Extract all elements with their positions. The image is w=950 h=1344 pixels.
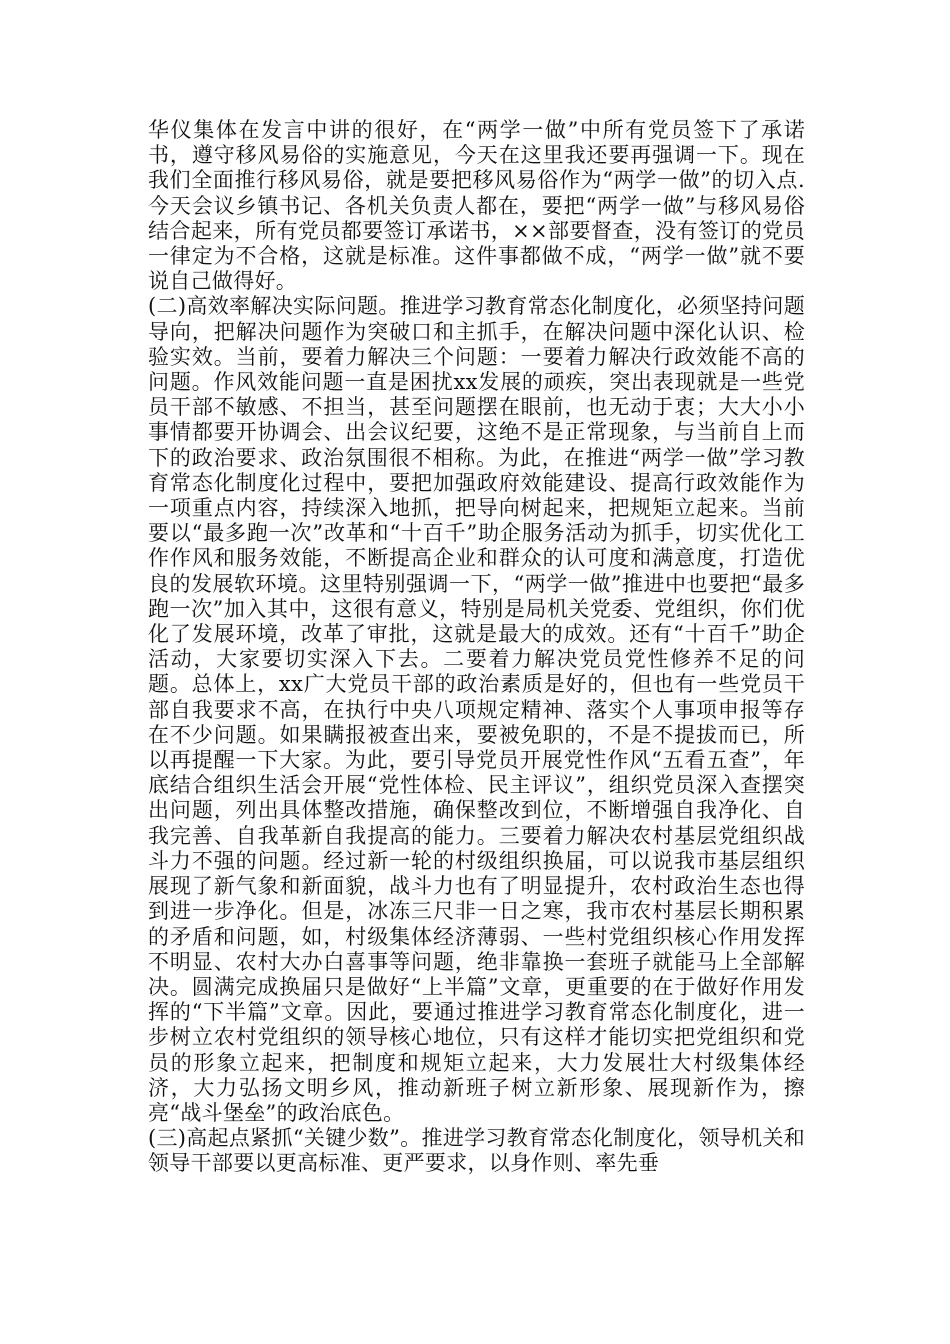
paragraph-2: (二)高效率解决实际问题。推进学习教育常态化制度化，必须坚持问题导向，把解决问题作为突破口和主抓手，在解决问题中深化认识、检验实效。当前，要着力解决三个问题：一要着力解决行政效能不高的问题。作风效能问题一直是困扰xx发展的顽疾，突出表现就是一些党员干部不敏感、不担当，甚至问题摆在眼前，也无动于衷；大大小小事情都要开协调会、出会议纪要，这绝不是正常现象，与当前自上而下的政治要求、政治氛围很不相称。为此，在推进“两学一做”学习教育常态化制度化过程中，要把加强政府效能建设、提高行政效能作为一项重点内容，持续深入地抓，把导向树起来，把规矩立起来。当前要以“最多跑一次”改革和“十百千”助企服务活动为抓手，切实优化工作作风和服务效能，不断提高企业和群众的认可度和满意度，打造优良的发展软环境。这里特别强调一下，“两学一做”推进中也要把“最多跑一次”加入其中，这很有意义，特别是局机关党委、党组织，你们优化了发展环境，改革了审批，这就是最大的成效。还有“十百千”助企活动，大家要切实深入下去。二要着力解决党员党性修养不足的问题。总体上，xx广大党员干部的政治素质是好的，但也有一些党员干部自我要求不高，在执行中央八项规定精神、落实个人事项申报等存在不少问题。如果瞒报被查出来，要被免职的，不是不提拔而已，所以再提醒一下大家。为此，要引导党员开展党性作风“五看五查”，年底结合组织生活会开展“党性体检、民主评议”，组织党员深入查摆突出问题，列出具体整改措施，确保整改到位，不断增强自我净化、自我完善、自我革新自我提高的能力。三要着力解决农村基层党组织战斗力不强的问题。经过新一轮的村级组织换届，可以说我市基层组织展现了新气象和新面貌，战斗力也有了明显提升，农村政治生态也得到进一步净化。但是，冰冻三尺非一日之寒，我市农村基层长期积累的矛盾和问题，如，村级集体经济薄弱、一些村党组织核心作用发挥不明显、农村大办白喜事等问题，绝非靠换一套班子就能马上全部解决。圆满完成换届只是做好“上半篇”文章，更重要的在于做好作用发挥的“下半篇”文章。因此，要通过推进学习教育常态化制度化，进一步树立农村党组织的领导核心地位，只有这样才能切实把党组织和党员的形象立起来，把制度和规矩立起来，大力发展壮大村级集体经济，大力弘扬文明乡风，推动新班子树立新形象、展现新作为，擦亮“战斗堡垒”的政治底色。 (148, 294, 805, 1125)
paragraph-3: (三)高起点紧抓“关键少数”。推进学习教育常态化制度化，领导机关和领导干部要以更高标准、更严要求，以身作则、率先垂 (148, 1126, 805, 1176)
paragraph-1: 华仪集体在发言中讲的很好，在“两学一做”中所有党员签下了承诺书，遵守移风易俗的实施意见，今天在这里我还要再强调一下。现在我们全面推行移风易俗，就是要把移风易俗作为“两学一做”的切入点.今天会议乡镇书记、各机关负责人都在，要把“两学一做”与移风易俗结合起来，所有党员都要签订承诺书，××部要督查，没有签订的党员一律定为不合格，这就是标准。这件事都做不成，“两学一做”就不要说自己做得好。 (148, 118, 805, 294)
document-body (148, 118, 805, 1177)
